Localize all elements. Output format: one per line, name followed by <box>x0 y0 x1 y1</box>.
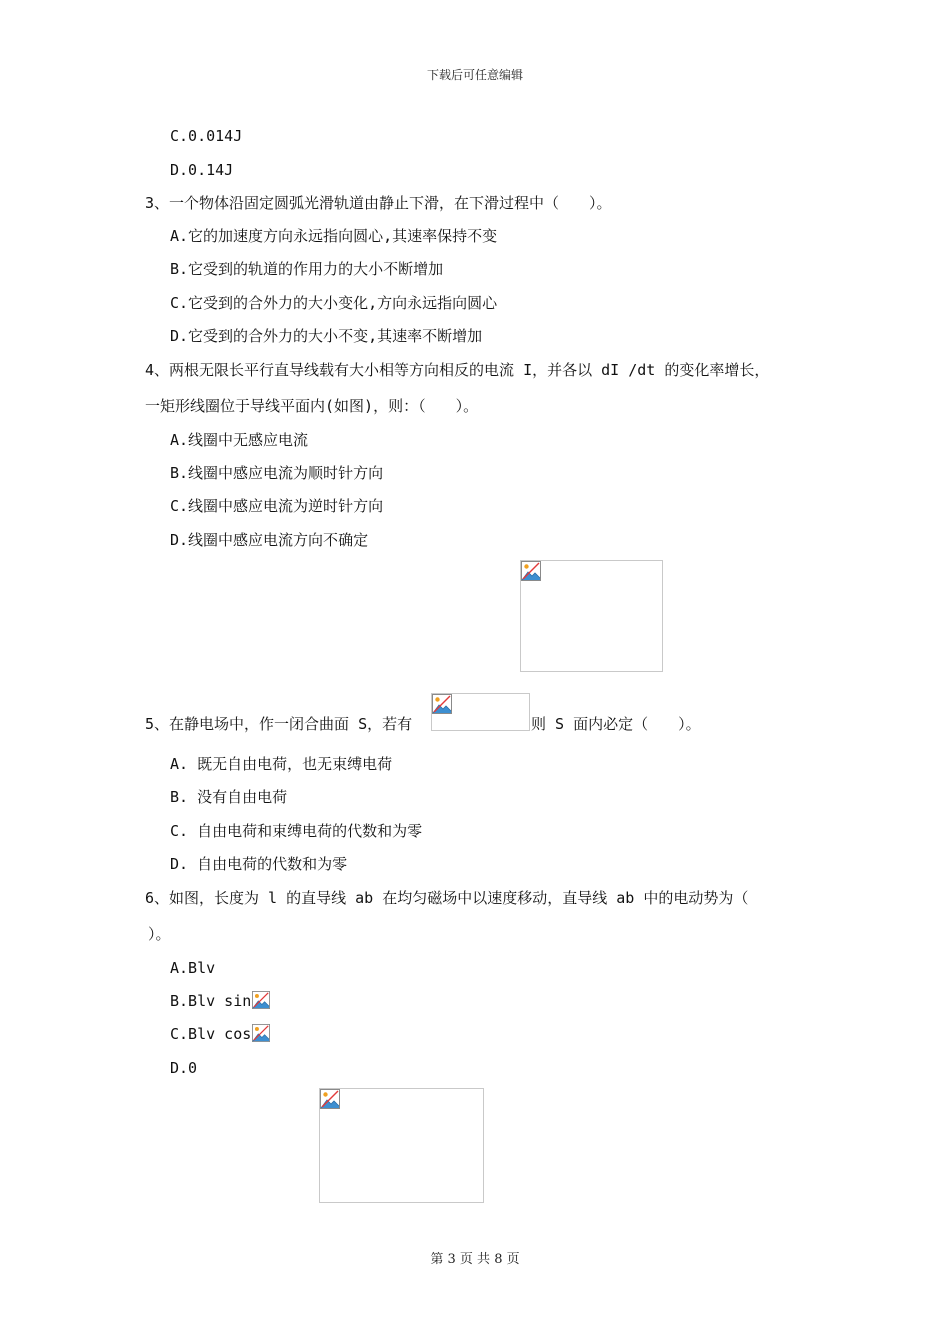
q3-option-b: B.它受到的轨道的作用力的大小不断增加 <box>170 260 444 278</box>
q5-option-a: A. 既无自由电荷，也无束缚电荷 <box>170 755 393 773</box>
prev-option-c: C.0.014J <box>170 127 243 145</box>
q6-option-c-text: C.Blv cos <box>170 1025 252 1043</box>
page-footer: 第 3 页 共 8 页 <box>430 1252 520 1267</box>
q5-option-d: D. 自由电荷的代数和为零 <box>170 855 348 873</box>
q4-option-d: D.线圈中感应电流方向不确定 <box>170 531 369 549</box>
q6-figure <box>319 1088 484 1203</box>
q6-option-a: A.Blv <box>170 959 216 977</box>
q6-stem-line1: 6、如图，长度为 l 的直导线 ab 在均匀磁场中以速度移动，直导线 ab 中的电动势为（ <box>145 889 749 907</box>
broken-image-icon <box>432 694 452 714</box>
broken-image-icon <box>521 561 541 581</box>
q4-option-a: A.线圈中无感应电流 <box>170 431 309 449</box>
q5-option-b: B. 没有自由电荷 <box>170 788 288 806</box>
page-header: 下载后可任意编辑 <box>426 68 523 82</box>
q4-stem-line2: 一矩形线圈位于导线平面内(如图)，则：（ ）。 <box>145 397 479 415</box>
q6-option-b-text: B.Blv sin <box>170 992 252 1010</box>
broken-image-icon <box>320 1089 340 1109</box>
q6-option-d: D.0 <box>170 1059 198 1077</box>
q6-option-b <box>170 991 271 1011</box>
q6-stem-line2: ）。 <box>148 925 171 943</box>
q5-option-c: C. 自由电荷和束缚电荷的代数和为零 <box>170 822 423 840</box>
q3-option-a: A.它的加速度方向永远指向圆心,其速率保持不变 <box>170 227 498 245</box>
q3-option-d: D.它受到的合外力的大小不变,其速率不断增加 <box>170 327 483 345</box>
q6-option-c <box>170 1024 271 1044</box>
q4-figure <box>520 560 663 672</box>
q4-option-c: C.线圈中感应电流为逆时针方向 <box>170 497 384 515</box>
q5-stem-pre: 5、在静电场中，作一闭合曲面 S，若有 <box>145 715 413 733</box>
broken-image-icon <box>251 1024 271 1042</box>
prev-option-d: D.0.14J <box>170 161 234 179</box>
q4-stem-line1: 4、两根无限长平行直导线载有大小相等方向相反的电流 I，并各以 dI /dt 的变化率增长， <box>145 361 770 379</box>
broken-image-icon <box>251 991 271 1009</box>
q3-stem: 3、一个物体沿固定圆弧光滑轨道由静止下滑，在下滑过程中（ ）。 <box>145 194 612 212</box>
q5-stem-post: 则 S 面内必定（ ）。 <box>531 715 701 733</box>
q3-option-c: C.它受到的合外力的大小变化,方向永远指向圆心 <box>170 294 498 312</box>
q4-option-b: B.线圈中感应电流为顺时针方向 <box>170 464 384 482</box>
q5-formula-image <box>431 693 530 731</box>
